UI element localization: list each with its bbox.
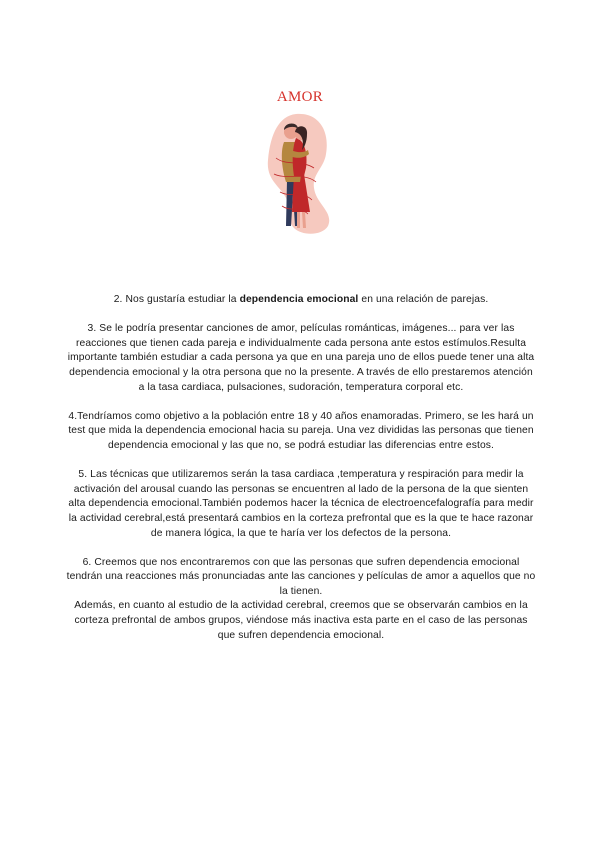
p2-text-after: en una relación de parejas. (358, 294, 489, 305)
document-body (66, 293, 536, 658)
paragraph-5: 5. Las técnicas que utilizaremos serán la tasa cardiaca ,temperatura y respiración para medir la activación del arousal cuando las personas se encuentren al lado de la persona de la que sienten alta dependencia emocional.También podemos hacer la técnica de electroencefalografía para medir la actividad cerebral,está presentará cambios en la corteza prefrontal que es la que te hace razonar de manera lógica, la que te haría ver los defectos de la persona. (68, 469, 534, 539)
paragraph-7: Además, en cuanto al estudio de la actividad cerebral, creemos que se observarán cambios en la corteza prefrontal de ambos grupos, viéndose más inactiva esta parte en el caso de las personas que sufren dependencia emocional. (74, 600, 528, 641)
document-title: AMOR (276, 89, 324, 105)
p2-bold-term: dependencia emocional (239, 294, 359, 305)
paragraph-2 (66, 293, 536, 308)
paragraph-4: 4.Tendríamos como objetivo a la población entre 18 y 40 años enamoradas. Primero, se les hará un test que mida la dependencia emocional hacia su pareja. Una vez divididas las personas que tienen dependencia emocional y las que no, se podrá estudiar las diferencias entre estos. (68, 410, 534, 451)
paragraph-6: 6. Creemos que nos encontraremos con que las personas que sufren dependencia emocional tendrán una reacciones más pronunciadas ante las canciones y películas de amor a aquellos que no la tienen. (66, 556, 536, 597)
couple-embrace-illustration (256, 108, 336, 236)
p2-text-before: 2. Nos gustaría estudiar la (113, 294, 240, 305)
paragraph-3: 3. Se le podría presentar canciones de amor, películas románticas, imágenes... para ver las reacciones que tienen cada pareja e individualmente cada persona ante estos estímulos.Resulta importante también estudiar a cada persona ya que en una pareja uno de ellos puede tener una alta dependencia emocional y la otra persona que no la presente. A través de ello prestaremos atención a la tasa cardiaca, pulsaciones, sudoración, temperatura corporal etc. (67, 323, 535, 393)
